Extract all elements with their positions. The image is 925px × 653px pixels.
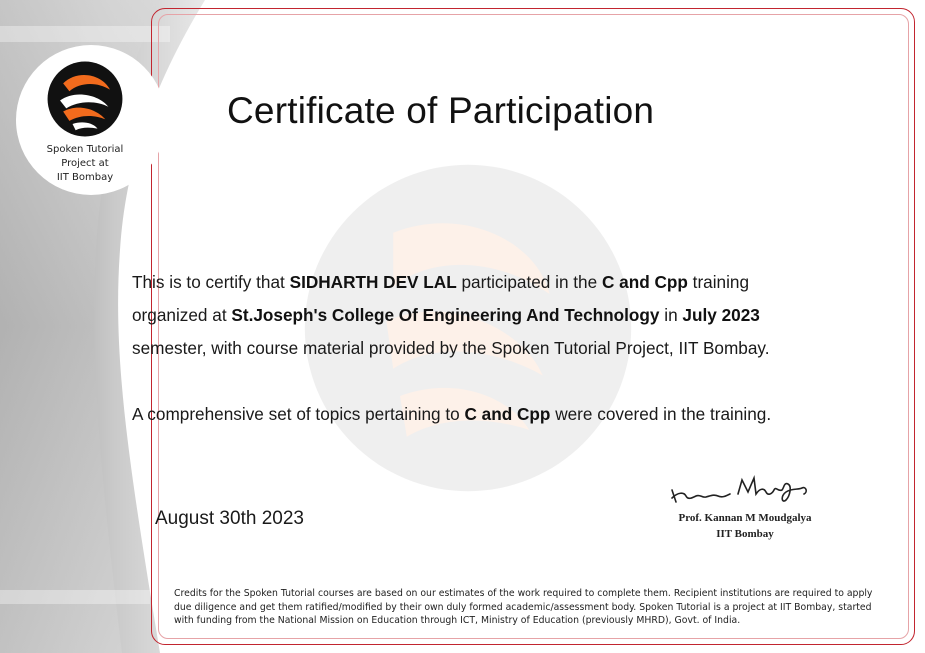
body-line-4 — [132, 398, 832, 431]
body-line-2 — [132, 299, 832, 332]
signatory-name: Prof. Kannan M Moudgalya — [678, 512, 812, 524]
issue-date: August 30th 2023 — [155, 508, 304, 529]
line1-prefix: This is to certify that — [132, 272, 290, 292]
institution-name: St.Joseph's College Of Engineering And Technology — [231, 305, 660, 325]
participant-name: SIDHARTH DEV LAL — [289, 272, 457, 292]
topics-course-name: C and Cpp — [464, 404, 551, 424]
line4-prefix: A comprehensive set of topics pertaining to — [132, 404, 465, 424]
logo-line-3: IIT Bombay — [56, 172, 114, 183]
line2-prefix: organized at — [132, 305, 232, 325]
semester: July 2023 — [682, 305, 760, 325]
logo-line-1: Spoken Tutorial — [46, 144, 124, 155]
certificate-body — [132, 266, 832, 431]
spoken-tutorial-logo-icon — [46, 60, 124, 138]
certificate-title: Certificate of Participation — [227, 90, 655, 131]
signature-image — [666, 472, 816, 512]
line2-mid: in — [659, 305, 683, 325]
signatory-affiliation: IIT Bombay — [716, 528, 774, 540]
line4-suffix: were covered in the training. — [550, 404, 772, 424]
logo-caption — [30, 143, 140, 185]
body-line-1 — [132, 266, 832, 299]
course-name: C and Cpp — [601, 272, 688, 292]
logo-line-2: Project at — [61, 158, 109, 169]
line1-mid: participated in the — [456, 272, 602, 292]
credits-note: Credits for the Spoken Tutorial courses are based on our estimates of the work required to complete them. Recipient institutions are required to apply due diligence and get them ratified/modified by their own duly formed academic/assessment body. Spoken Tutorial is a project at IIT Bombay, started with funding from the National Mission on Education through ICT, Ministry of Education (previously MHRD), Govt. of India. — [174, 588, 873, 627]
signatory-block — [660, 510, 830, 542]
body-line-3: semester, with course material provided by the Spoken Tutorial Project, IIT Bombay. — [132, 338, 770, 358]
line1-suffix: training — [687, 272, 750, 292]
